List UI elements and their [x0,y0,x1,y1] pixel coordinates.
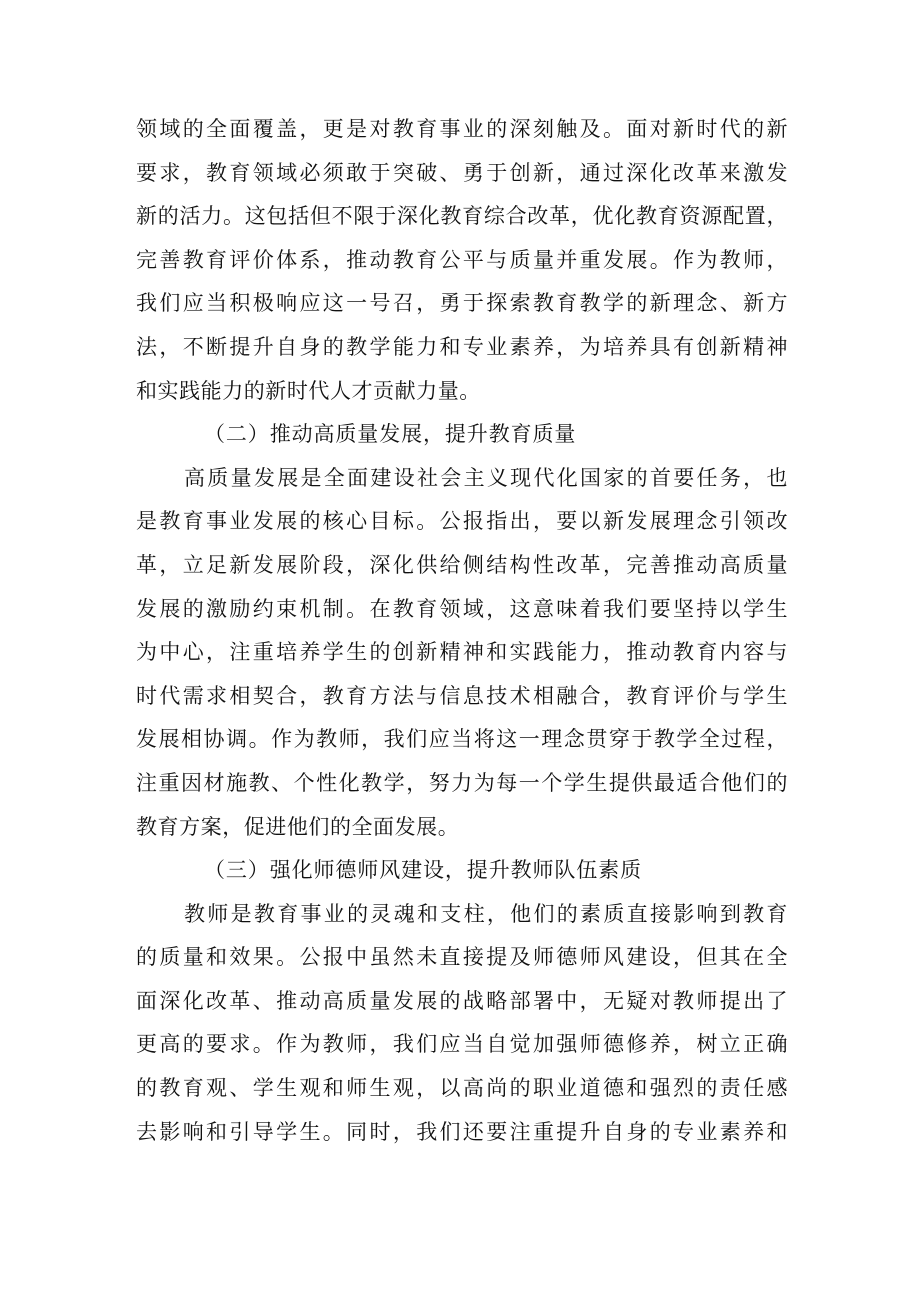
paragraph-line: 完善教育评价体系，推动教育公平与质量并重发展。作为教师， [136,247,788,272]
paragraph-line: 法，不断提升自身的教学能力和专业素养，为培养具有创新精神 [136,334,788,359]
paragraph-line: 更高的要求。作为教师，我们应当自觉加强师德修养，树立正确 [136,1032,788,1057]
section-heading: （二）推动高质量发展，提升教育质量 [204,422,577,447]
paragraph-line: 发展相协调。作为教师，我们应当将这一理念贯穿于教学全过程， [136,727,788,752]
document-body [136,108,796,1154]
paragraph-line: 面深化改革、推动高质量发展的战略部署中，无疑对教师提出了 [136,988,788,1013]
paragraph-line: 革，立足新发展阶段，深化供给侧结构性改革，完善推动高质量 [136,552,788,577]
paragraph-line: 教师是教育事业的灵魂和支柱，他们的素质直接影响到教育 [184,901,788,926]
paragraph-line: 去影响和引导学生。同时，我们还要注重提升自身的专业素养和 [136,1119,788,1144]
paragraph-line: 要求，教育领域必须敢于突破、勇于创新，通过深化改革来激发 [136,160,788,185]
paragraph-line: 的质量和效果。公报中虽然未直接提及师德师风建设，但其在全 [136,945,788,970]
paragraph-line: 的教育观、学生观和师生观，以高尚的职业道德和强烈的责任感 [136,1076,788,1101]
paragraph-line: 领域的全面覆盖，更是对教育事业的深刻触及。面对新时代的新 [136,117,788,141]
paragraph-line: 新的活力。这包括但不限于深化教育综合改革，优化教育资源配置， [136,204,788,229]
paragraph-line: 时代需求相契合，教育方法与信息技术相融合，教育评价与学生 [136,683,788,708]
paragraph-line: 高质量发展是全面建设社会主义现代化国家的首要任务，也 [184,465,788,490]
paragraph-line: 我们应当积极响应这一号召，勇于探索教育教学的新理念、新方 [136,291,788,316]
paragraph-line: 和实践能力的新时代人才贡献力量。 [136,378,481,403]
paragraph-line: 是教育事业发展的核心目标。公报指出，要以新发展理念引领改 [136,509,788,534]
section-heading: （三）强化师德师风建设，提升教师队伍素质 [204,858,642,883]
paragraph-line: 发展的激励约束机制。在教育领域，这意味着我们要坚持以学生 [136,596,788,621]
paragraph-line: 教育方案，促进他们的全面发展。 [136,814,460,839]
paragraph-line: 注重因材施教、个性化教学，努力为每一个学生提供最适合他们的 [136,770,788,795]
paragraph-line: 为中心，注重培养学生的创新精神和实践能力，推动教育内容与 [136,640,788,665]
